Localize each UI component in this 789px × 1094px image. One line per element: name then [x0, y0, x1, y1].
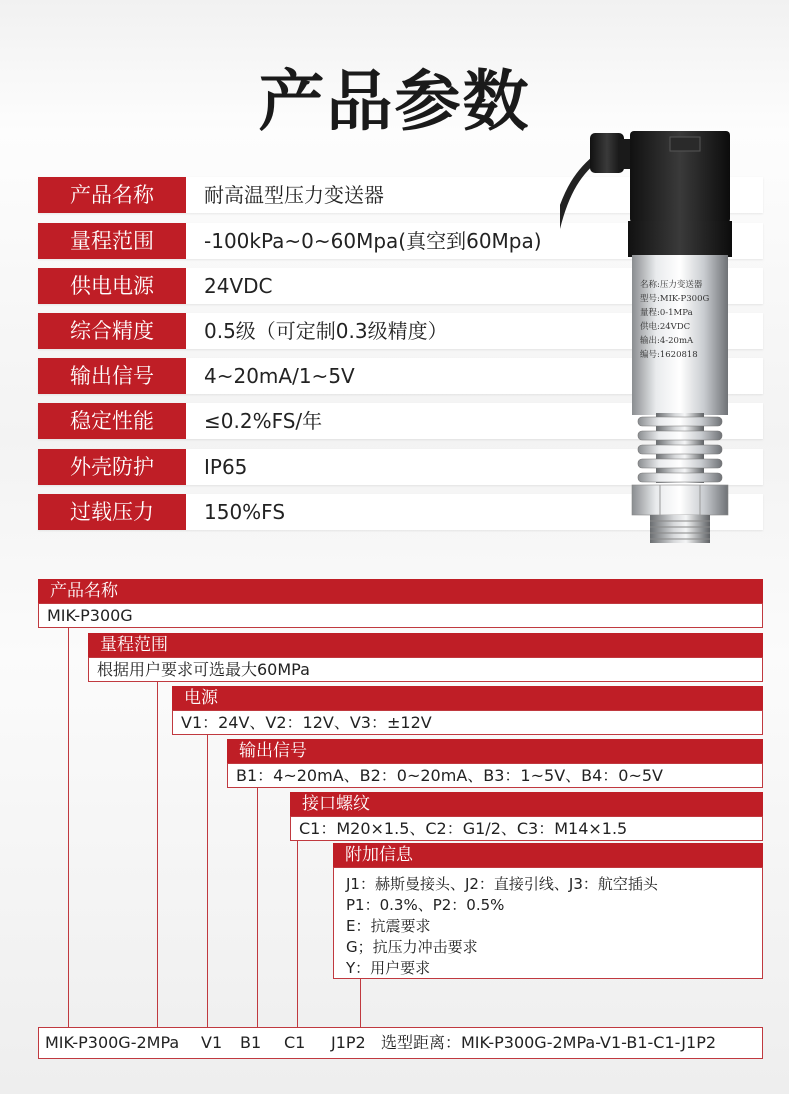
model-extra-box [333, 867, 763, 979]
spec-label: 综合精度 [38, 313, 186, 349]
spec-label: 过载压力 [38, 494, 186, 530]
model-head-range: 量程范围 [88, 633, 763, 657]
model-result-row [38, 1027, 763, 1059]
model-value-power: V1：24V、V2：12V、V3：±12V [172, 710, 763, 735]
result-part-base: MIK-P300G-2MPa [45, 1033, 180, 1052]
spec-label: 供电电源 [38, 268, 186, 304]
page-title: 产品参数 [258, 63, 531, 140]
nameplate-line: 输出:4-20mA [640, 336, 694, 346]
model-head-extra: 附加信息 [333, 843, 763, 867]
result-part-power: V1 [201, 1033, 223, 1052]
tree-line [68, 625, 69, 1028]
spec-label: 产品名称 [38, 177, 186, 213]
nameplate-line: 名称:压力变送器 [640, 280, 703, 290]
tree-line [297, 840, 298, 1028]
spec-value: 耐高温型压力变送器 [204, 183, 384, 207]
spec-label: 输出信号 [38, 358, 186, 394]
tree-line [207, 734, 208, 1028]
extra-line: J1：赫斯曼接头、J2：直接引线、J3：航空插头 [346, 875, 658, 893]
nameplate-line: 编号:1620818 [640, 350, 698, 360]
spec-value: 24VDC [204, 274, 273, 298]
spec-value: 0.5级（可定制0.3级精度） [204, 319, 448, 343]
model-value-range: 根据用户要求可选最大60MPa [88, 657, 763, 682]
model-value-thread: C1：M20×1.5、C2：G1/2、C3：M14×1.5 [290, 816, 763, 841]
result-part-output: B1 [240, 1033, 262, 1052]
model-value-output: B1：4~20mA、B2：0~20mA、B3：1~5V、B4：0~5V [227, 763, 763, 788]
pressure-transmitter-image [560, 125, 775, 545]
tree-line [157, 681, 158, 1028]
model-head-thread: 接口螺纹 [290, 792, 763, 816]
spec-value: IP65 [204, 455, 248, 479]
nameplate-line: 型号:MIK-P300G [640, 294, 710, 304]
model-head-output: 输出信号 [227, 739, 763, 763]
spec-value: 150%FS [204, 500, 286, 524]
tree-line [360, 979, 361, 1028]
tree-line [257, 787, 258, 1028]
nameplate-line: 量程:0-1MPa [640, 308, 693, 318]
spec-label: 稳定性能 [38, 403, 186, 439]
model-head-name: 产品名称 [38, 579, 763, 603]
nameplate-line: 供电:24VDC [640, 322, 691, 332]
spec-value: 4~20mA/1~5V [204, 364, 355, 388]
spec-value: ≤0.2%FS/年 [204, 409, 323, 433]
extra-line: G；抗压力冲击要求 [346, 938, 478, 956]
result-example: 选型距离：MIK-P300G-2MPa-V1-B1-C1-J1P2 [381, 1033, 717, 1052]
result-part-thread: C1 [284, 1033, 306, 1052]
spec-label: 量程范围 [38, 223, 186, 259]
model-head-power: 电源 [172, 686, 763, 710]
extra-line: E：抗震要求 [346, 917, 431, 935]
spec-label: 外壳防护 [38, 449, 186, 485]
extra-line: Y：用户要求 [346, 959, 431, 977]
result-part-extra: J1P2 [331, 1033, 366, 1052]
extra-line: P1：0.3%、P2：0.5% [346, 896, 505, 914]
model-value-name: MIK-P300G [38, 603, 763, 628]
spec-value: -100kPa~0~60Mpa(真空到60Mpa) [204, 229, 542, 253]
